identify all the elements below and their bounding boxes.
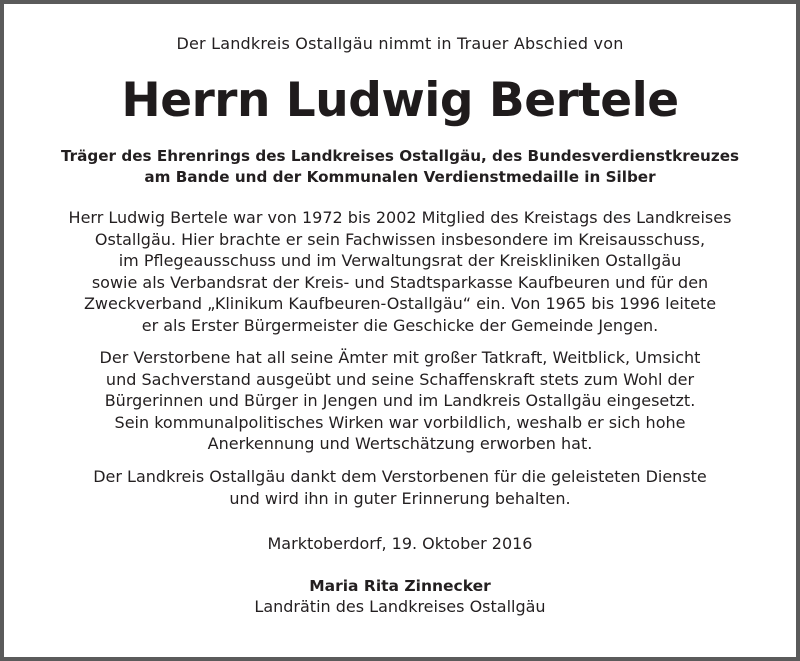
thanks-paragraph: [0, 466, 800, 509]
paragraph-line: Der Landkreis Ostallgäu dankt dem Verstorbenen für die geleisteten Dienste: [93, 467, 707, 486]
signer-title: Landrätin des Landkreises Ostallgäu: [254, 597, 546, 616]
paragraph-line: sowie als Verbandsrat der Kreis- und Stadtsparkasse Kaufbeuren und für den: [91, 272, 709, 292]
paragraph-line: Zweckverband „Klinikum Kaufbeuren-Ostallgäu“ ein. Von 1965 bis 1996 leitete: [83, 294, 717, 313]
paragraph-line: im Pflegeausschuss und im Verwaltungsrat der Kreiskliniken Ostallgäu: [118, 251, 682, 270]
career-paragraph: [0, 207, 800, 336]
signer-name: Maria Rita Zinnecker: [309, 577, 491, 595]
paragraph-line: Der Verstorbene hat all seine Ämter mit großer Tatkraft, Weitblick, Umsicht: [99, 348, 701, 367]
tribute-paragraph: [0, 347, 800, 455]
paragraph-line: Herr Ludwig Bertele war von 1972 bis 2002 Mitglied des Kreistags des Landkreises: [68, 208, 732, 227]
paragraph-line: und wird ihn in guter Erinnerung behalten.: [229, 488, 571, 508]
paragraph-line: er als Erster Bürgermeister die Geschicke der Gemeinde Jengen.: [141, 315, 659, 335]
paragraph-line: Ostallgäu. Hier brachte er sein Fachwissen insbesondere im Kreisausschuss,: [94, 229, 706, 249]
honors-line: Träger des Ehrenrings des Landkreises Ostallgäu, des Bundesverdienstkreuzes: [60, 147, 740, 165]
paragraph-line: Anerkennung und Wertschätzung erworben hat.: [207, 434, 593, 453]
paragraph-line: Bürgerinnen und Bürger in Jengen und im Landkreis Ostallgäu eingesetzt.: [104, 391, 696, 410]
honors-block: [0, 146, 800, 188]
intro-text: Der Landkreis Ostallgäu nimmt in Trauer Abschied von: [176, 34, 624, 53]
paragraph-line: Sein kommunalpolitisches Wirken war vorbildlich, weshalb er sich hohe: [114, 412, 686, 432]
place-and-date: Marktoberdorf, 19. Oktober 2016: [267, 534, 533, 553]
honors-line: am Bande und der Kommunalen Verdienstmedaille in Silber: [144, 168, 656, 186]
deceased-name: Herrn Ludwig Bertele: [121, 73, 679, 128]
paragraph-line: und Sachverstand ausgeübt und seine Schaffenskraft stets zum Wohl der: [105, 369, 695, 389]
